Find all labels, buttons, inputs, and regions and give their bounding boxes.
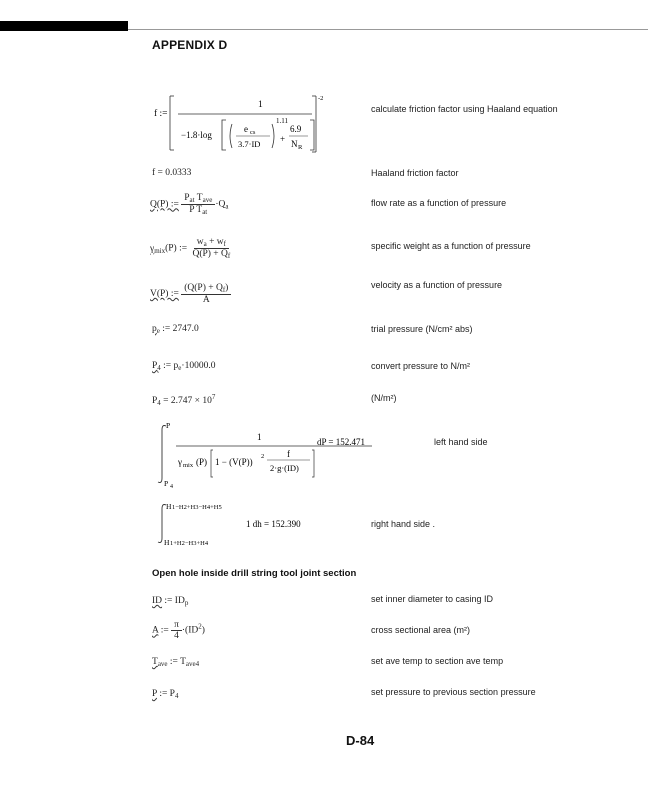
section-heading: Open hole inside drill string tool joint section — [152, 568, 357, 579]
haaland-6-9: 6.9 — [290, 124, 302, 134]
appendix-heading: APPENDIX D — [152, 38, 228, 52]
lhs-integral-bracket: 1 − (V(P)) — [215, 457, 253, 467]
f-value-description: Haaland friction factor — [371, 168, 459, 178]
v-of-p-equation: V(P) := $\frac{(Q(P) + Q_f)}{A}$ — [150, 283, 231, 305]
haaland-nr: N — [291, 139, 298, 149]
f-value: f = 0.0333 — [152, 168, 192, 178]
id-set-equation: ID := $ID_p$ — [152, 596, 189, 607]
top-rule-bar — [0, 21, 128, 31]
p4-definition: $P_4$ := $p_e\cdot 10000.0$ — [152, 361, 216, 372]
q-of-p-equation: Q(P) := $\frac{P_{at} T_{ave}}{P T_{at}}$ $\cdot Q_a$ — [150, 193, 229, 216]
rhs-integral-body: 1 dh = 152.390 — [246, 519, 301, 529]
p-e-description: trial pressure (N/cm² abs) — [371, 324, 473, 334]
p4-value: $P_4 = 2.747 \times 10^7$ — [152, 393, 216, 407]
page-number: D-84 — [346, 733, 375, 748]
lhs-integral-dp: dP = 152.471 — [317, 437, 365, 447]
lhs-integral-description: left hand side — [434, 437, 488, 447]
lhs-integral-lower: P — [164, 479, 169, 488]
rhs-integral-upper: H — [166, 502, 172, 511]
p4-definition-description: convert pressure to N/m² — [371, 361, 471, 371]
haaland-nr-sub: R — [298, 144, 303, 151]
haaland-description: calculate friction factor using Haaland equation — [371, 104, 558, 114]
q-of-p-lhs: Q(P) := — [150, 199, 179, 210]
lhs-integral-upper: P — [166, 421, 171, 430]
lhs-integral-lower-sub: 4 — [170, 484, 173, 490]
area-equation: A := $\frac{\pi}{4}$ $\cdot(ID^2)$ — [152, 620, 205, 641]
haaland-eps: e — [244, 124, 248, 134]
rhs-integral-upper-rest: 1−H2+H3−H4+H5 — [172, 504, 222, 511]
rhs-integral-lower: H — [164, 538, 170, 547]
haaland-exp-neg2: -2 — [318, 95, 324, 102]
haaland-3-7-id: 3.7·ID — [238, 139, 261, 149]
lhs-integral-gamma-sub: mix — [183, 462, 194, 469]
haaland-plus: + — [280, 134, 286, 144]
lhs-integral-f: f — [287, 449, 290, 459]
q-of-p-description: flow rate as a function of pressure — [371, 198, 507, 208]
p4-value-description: (N/m²) — [371, 393, 397, 403]
lhs-integral-2g-id: 2·g·(ID) — [270, 463, 299, 473]
haaland-lhs: f := — [154, 109, 168, 119]
top-rule-line — [128, 29, 648, 30]
haaland-minus-log: −1.8·log — [181, 130, 212, 140]
lhs-integral-bracket-exp: 2 — [261, 453, 265, 460]
rhs-integral-lower-rest: 1+H2−H3+H4 — [170, 540, 209, 547]
haaland-exp-111: 1.11 — [276, 117, 288, 125]
gamma-mix-equation: $\gamma_{mix}(P)$ := $\frac{w_a + w_f}{Q(P) + Q_f}$ — [150, 237, 231, 260]
haaland-equation — [150, 92, 360, 162]
v-of-p-description: velocity as a function of pressure — [371, 280, 503, 290]
haaland-eps-sub: cs — [250, 129, 256, 136]
area-description: cross sectional area (m²) — [371, 625, 471, 635]
gamma-mix-description: specific weight as a function of pressure — [371, 241, 531, 251]
temp-set-equation: $T_{ave}$ := $T_{ave4}$ — [152, 657, 200, 668]
temp-set-description: set ave temp to section ave temp — [371, 656, 504, 666]
p-set-description: set pressure to previous section pressure — [371, 687, 536, 697]
lhs-integral-gamma: γ — [178, 457, 182, 467]
rhs-integral — [150, 500, 370, 550]
p-e-equation: $p_e$ := 2747.0 — [152, 324, 199, 335]
rhs-integral-description: right hand side . — [371, 519, 436, 529]
lhs-integral-after-gamma: (P) — [196, 457, 207, 467]
id-set-description: set inner diameter to casing ID — [371, 594, 494, 604]
lhs-integral-one: 1 — [257, 432, 262, 442]
lhs-integral — [150, 420, 390, 490]
haaland-one: 1 — [258, 100, 263, 110]
p-set-equation: P := $P_4$ — [152, 689, 179, 700]
